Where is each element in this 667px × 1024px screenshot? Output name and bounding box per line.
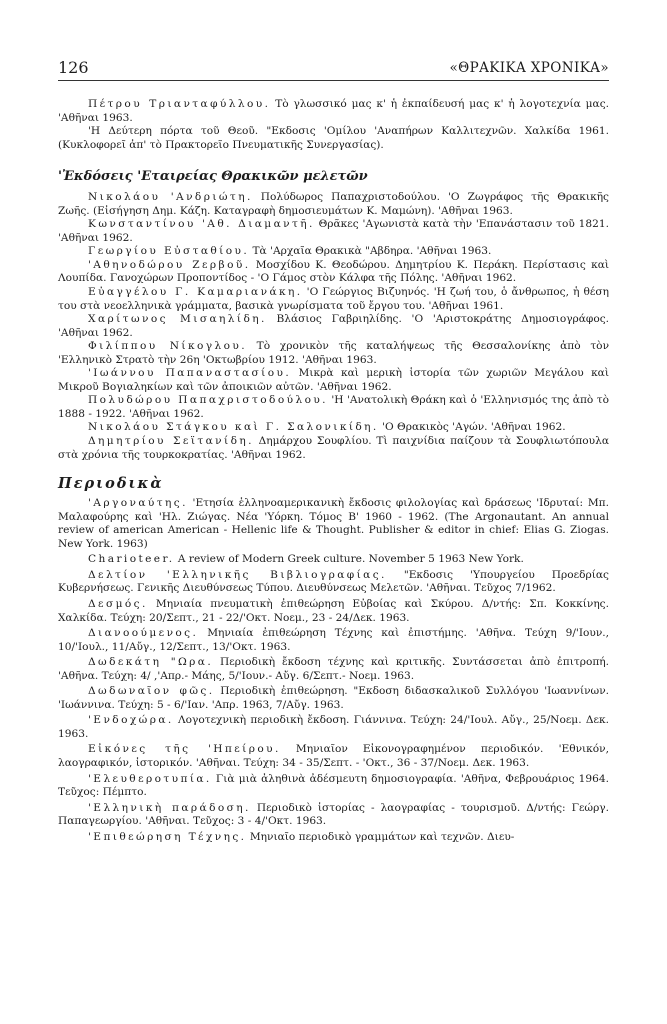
bibliography-entry [58, 421, 609, 435]
bibliography-entry [58, 553, 609, 567]
entry-author: Δωδωναῖον φῶς. [88, 685, 215, 698]
entry-text: Πολύδωρος Παπαχριστοδούλου. 'Ο Ζωγράφος τῆς Θρακικῆς Ζωῆς. (Εἰσήγηση Δημ. Κάζη. Καταγραφὴ δημοσιευμάτων Κ. Μαμώνη). 'Αθῆναι 1963. [58, 191, 609, 217]
entry-author: 'Αθηνοδώρου Ζερβοῦ. [88, 258, 251, 271]
entry-text: 'Ο Γεώργιος Βιζυηνός. 'Η ζωή του, ὁ ἄνθρωπος, ἡ θέση του στὰ νεοελληνικὰ γράμματα, βασικὰ γνωρίσματα τοῦ ἔργου του. 'Αθῆναι 1961. [58, 286, 609, 312]
entry-text: Γιὰ μιὰ ἀληθινὰ ἀδέσμευτη δημοσιογραφία. 'Αθῆνα, Φεβρουάριος 1964. Τεῦχος: Πέμπτο. [58, 772, 609, 799]
entry-text: Μηνιαία ἐπιθεώρηση Τέχνης καὶ ἐπιστήμης. 'Αθῆνα. Τεύχη 9/'Ιουν., 10/'Ιουλ., 11/Αὔγ., 12/Σεπτ., 13/'Οκτ. 1963. [58, 627, 609, 653]
bibliography-entry [58, 394, 609, 421]
entry-author: Δεσμός. [88, 597, 148, 610]
bibliography-entry [58, 191, 609, 218]
bibliography-entry [58, 497, 609, 551]
entry-author: Πέτρου Τριανταφύλλου. [88, 98, 271, 110]
entry-author: 'Αργοναύτης. [88, 497, 188, 510]
entry-author: 'Ενδοχώρα. [88, 714, 174, 727]
entry-text: Βλάσιος Γαβριηλίδης. 'Ο 'Αριστοκράτης Δημοσιογράφος. 'Αθῆναι 1962. [58, 313, 610, 339]
bibliography-entry [58, 367, 609, 394]
page-header [58, 56, 609, 81]
entry-author: Νικολάου 'Ανδριώτη. [88, 191, 253, 204]
entry-author: Κωνσταντίνου 'Αθ. Διαμαντῆ. [88, 218, 315, 231]
bibliography-entry [58, 313, 609, 340]
entry-text: "Εκδοσις 'Υπουργείου Προεδρίας Κυβερνήσεως. Γενικῆς Διευθύνσεως Τύπου. Διευθύνσεως Μελετῶν. 'Αθῆναι. Τεῦχος 7/1962. [58, 568, 609, 595]
entry-text: Μηνιαία πνευματικὴ ἐπιθεώρηση Εὐβοίας καὶ Σκύρου. Δ/ντής: Σπ. Κοκκίνης. Χαλκίδα. Τεύχη: 20/Σεπτ., 21 - 22/'Οκτ. Νοεμ., 23 - 24/Δεκ. 1963. [58, 597, 609, 624]
entry-text: 'Η Δεύτερη πόρτα τοῦ Θεοῦ. "Εκδοσις 'Ομίλου 'Αναπήρων Καλλιτεχνῶν. Χαλκίδα 1961. (Κυκλοφορεῖ ἀπ' τὸ Πρακτορεῖο Πνευματικῆς Συνεργασίας). [58, 125, 609, 151]
entry-text: 'Ο Θρακικὸς 'Αγών. 'Αθῆναι 1962. [378, 421, 566, 434]
entry-author: Πολυδώρου Παπαχριστοδούλου. [88, 394, 328, 407]
entry-author: Γεωργίου Εὐσταθίου. [88, 245, 250, 258]
entry-author: 'Επιθεώρηση Τέχνης. [88, 830, 247, 843]
entry-author: Διανοούμενος. [88, 627, 199, 640]
entry-text: Τὸ χρονικὸν τῆς καταλήψεως τῆς Θεσσαλονίκης ἀπὸ τὸν 'Ελληνικὸ Στρατὸ τὴν 26η 'Οκτωβρίου 1912. 'Αθῆναι 1963. [58, 340, 610, 366]
entry-author: 'Ελευθεροτυπία. [88, 772, 212, 785]
page-body [58, 98, 609, 844]
entry-text: Περιοδικὸ ἱστορίας - λαογραφίας - τουρισμοῦ. Δ/ντής: Γεώργ. Παπαγεωργίου. 'Αθῆναι. Τεῦχος: 3 - 4/'Οκτ. 1963. [58, 801, 609, 828]
section-title-publications: 'Ἐκδόσεις 'Εταιρείας Θρακικῶν μελετῶν [58, 169, 368, 185]
entry-text: Τὰ 'Αρχαῖα Θρακικὰ "Αβδηρα. 'Αθῆναι 1963. [249, 245, 492, 258]
entry-text: Τὸ γλωσσικό μας κ' ἡ ἐκπαίδευσή μας κ' ἡ λογοτεχνία μας. 'Αθῆναι 1963. [58, 98, 609, 124]
section-title-periodicals: Περιοδικὰ [58, 475, 164, 493]
entry-author: Εἰκόνες τῆς 'Ηπείρου. [88, 743, 281, 756]
entry-text: Λογοτεχνικὴ περιοδικὴ ἔκδοση. Γιάννινα. Τεύχη: 24/'Ιουλ. Αὔγ., 25/Νοεμ. Δεκ. 1963. [58, 714, 609, 740]
bibliography-entry [58, 627, 609, 654]
bibliography-entry [58, 286, 609, 313]
entry-author: Δημητρίου Σεϊτανίδη. [88, 435, 254, 448]
bibliography-entry [58, 435, 609, 462]
entry-author: Δελτίον 'Ελληνικῆς Βιβλιογραφίας. [88, 568, 387, 581]
intro-entry [58, 98, 609, 125]
bibliography-entry [58, 656, 609, 683]
bibliography-entry [58, 218, 609, 245]
bibliography-entry [58, 245, 609, 259]
entry-text: Περιοδικὴ ἔκδοση τέχνης καὶ κριτικῆς. Συντάσσεται ἀπὸ ἐπιτροπή. 'Αθῆνα. Τεύχη: 4/ ,'Απρ.- Μάης, 5/'Ιουν.- Αὔγ. 6/Σεπτ.- Νοεμ. 1963. [58, 656, 610, 682]
entry-text: Δημάρχου Σουφλίου. Τὶ παιχνίδια παίζουν τὰ Σουφλιωτόπουλα στὰ χρόνια τῆς τουρκοκρατίας. 'Αθῆναι 1962. [58, 435, 609, 461]
bibliography-entry [58, 340, 609, 367]
entry-text: A review of Modern Greek culture. November 5 1963 New York. [174, 553, 524, 566]
bibliography-entry [58, 743, 609, 770]
page-number: 126 [58, 58, 89, 77]
entry-text: Θρᾶκες 'Αγωνιστὰ κατὰ τὴν 'Επανάστασιν τοῦ 1821. 'Αθῆναι 1962. [58, 218, 609, 244]
publications-list [58, 191, 609, 462]
entry-author: Εὐαγγέλου Γ. Καμαριανάκη. [88, 286, 303, 299]
bibliography-entry [58, 259, 609, 286]
entry-text: 'Η 'Ανατολικὴ Θράκη καὶ ὁ 'Ελληνισμός της ἀπὸ τὸ 1888 - 1922. 'Αθῆναι 1962. [58, 394, 609, 420]
entry-author: 'Ιωάννου Παπαναστασίου. [88, 367, 292, 380]
bibliography-entry [58, 598, 609, 625]
entry-text: Μηνιαῖον Εἰκονογραφημένον περιοδικόν. 'Εθνικόν, λαογραφικόν, ἱστορικόν. 'Αθῆναι. Τεύχη: 34 - 35/Σεπτ. - 'Οκτ., 36 - 37/Νοεμ. Δεκ. 1963. [58, 743, 609, 769]
entry-author: Charioteer. [88, 553, 175, 566]
bibliography-entry [58, 831, 609, 845]
entry-text: Μικρὰ καὶ μερικὴ ἱστορία τῶν χωριῶν Μεγάλου καὶ Μικροῦ Βογιαληκίων καὶ τῶν ἀποικιῶν αὐτῶν. 'Αθῆναι 1962. [58, 367, 609, 393]
entry-text: 'Ετησία ἑλληνοαμερικανικὴ ἔκδοσις φιλολογίας καὶ δράσεως 'Ιδρυταί: Μπ. Μαλαφούρης καὶ 'Ηλ. Ζιώγας. Νέα 'Υόρκη. Τόμος Β' 1960 - 1962. (The Argonautant. An annual review of american American - Hellenic life & Thought. Publisher & editor in chief: Elias G. Ziogas. New York. 1963) [58, 497, 609, 550]
journal-title: «ΘΡΑΚΙΚΑ ΧΡΟΝΙΚΑ» [449, 60, 609, 76]
entry-text: Μοσχίδου Κ. Θεοδώρου. Δημητρίου Κ. Περάκη. Περίστασις καὶ Λουπίδα. Γανοχώρων Προποντίδος - 'Ο Γάμος στὸν Κάλφα τῆς Πόλης. 'Αθῆναι 1962. [58, 258, 609, 285]
entry-text: Περιοδικὴ ἐπιθεώρηση. "Εκδοση διδασκαλικοῦ Συλλόγου 'Ιωαννίνων. 'Ιωάννινα. Τεύχη: 5 - 6/'Ιαν. 'Απρ. 1963, 7/Αὔγ. 1963. [58, 685, 610, 711]
entry-text: Μηνιαῖο περιοδικὸ γραμμάτων καὶ τεχνῶν. Διευ- [246, 830, 515, 843]
entry-author: Χαρίτωνος Μισαηλίδη. [88, 313, 267, 326]
periodicals-list [58, 497, 609, 844]
bibliography-entry [58, 569, 609, 596]
bibliography-entry [58, 773, 609, 800]
bibliography-entry [58, 685, 609, 712]
entry-author: Νικολάου Στάγκου καὶ Γ. Σαλονικίδη. [88, 421, 379, 434]
bibliography-entry [58, 802, 609, 829]
intro-entry [58, 125, 609, 152]
entry-author: Δωδεκάτη "Ωρα. [88, 656, 214, 669]
entry-author: Φιλίππου Νίκογλου. [88, 340, 247, 353]
entry-author: 'Ελληνικὴ παράδοση. [88, 801, 251, 814]
bibliography-entry [58, 714, 609, 741]
